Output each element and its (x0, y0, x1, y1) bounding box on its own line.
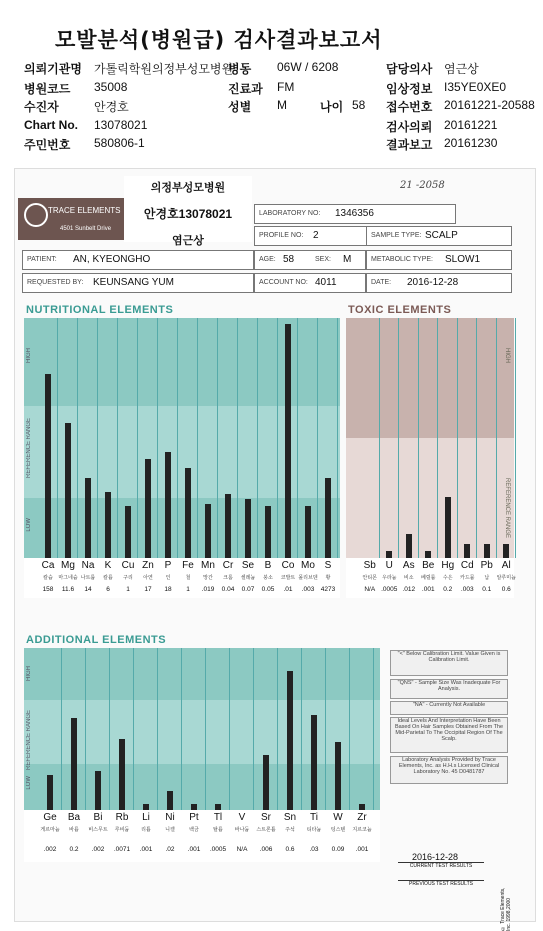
additional-value: .001 (355, 846, 369, 853)
sex-value: M (277, 98, 287, 112)
nutritional-gridline (237, 318, 238, 558)
toxic-bar-u (386, 551, 392, 558)
doctor-value: 염근상 (444, 62, 479, 76)
toxic-symbol: Hg (441, 560, 455, 571)
additional-symbol: Sn (283, 812, 297, 823)
additional-korean-name: 비스무트 (88, 827, 108, 833)
nutritional-gridline (277, 318, 278, 558)
sex-label: 성별 (228, 100, 252, 114)
nutritional-value: 158 (42, 586, 54, 593)
additional-gridline (205, 648, 206, 810)
toxic-labels-row (346, 558, 514, 598)
stamp-line-3: 염근상 (172, 235, 204, 247)
toxic-title: TOXIC ELEMENTS (348, 304, 452, 316)
clinical-label: 임상정보 (386, 82, 433, 96)
toxic-symbol: Pb (480, 560, 493, 571)
additional-value: .03 (309, 846, 319, 853)
additional-gridline (349, 648, 350, 810)
nutritional-symbol: Cr (222, 560, 234, 571)
additional-title: ADDITIONAL ELEMENTS (26, 634, 167, 646)
toxic-korean-name: 안티몬 (362, 575, 377, 581)
metabolic-label: METABOLIC TYPE: (371, 256, 433, 263)
additional-symbol: Rb (115, 812, 129, 823)
nutritional-symbol: S (324, 560, 332, 571)
profile-value: 2 (313, 230, 319, 241)
note-laboratory: Laboratory Analysis Provided by Trace Elements, Inc. as H.H.s Licensed Clinical Laboratory No. 45 D0481787 (390, 756, 508, 784)
additional-korean-name: 티타늄 (306, 827, 322, 833)
nutritional-korean-name: 망간 (203, 575, 213, 581)
additional-korean-name: 게르마늄 (40, 827, 60, 833)
nutritional-symbol: Fe (182, 560, 194, 571)
toxic-symbol: Al (501, 560, 511, 571)
nutritional-korean-name: 철 (185, 575, 191, 581)
nutritional-korean-name: 셀레늄 (240, 575, 256, 581)
nutritional-title: NUTRITIONAL ELEMENTS (26, 304, 174, 316)
patient-value: 안경호 (94, 100, 129, 114)
additional-gridline (229, 648, 230, 810)
additional-symbol: V (238, 812, 246, 823)
toxic-bar-as (406, 534, 412, 558)
nutritional-value: 0.04 (221, 586, 235, 593)
institution-value: 가톨릭학원의정부성모병원 (94, 62, 234, 76)
additional-bar-ni (167, 791, 173, 810)
nutritional-bar-p (165, 452, 171, 558)
patient-stamp-label (124, 176, 252, 247)
nutritional-low-label: LOW (26, 518, 32, 532)
accession-label: 접수번호 (386, 100, 433, 114)
additional-bar-ti (311, 715, 317, 810)
nutritional-korean-name: 나트륨 (80, 575, 96, 581)
additional-gridline (85, 648, 86, 810)
nutritional-bar-mo (305, 506, 311, 558)
additional-korean-name: 백금 (189, 827, 199, 833)
nutritional-bar-mg (65, 423, 71, 558)
toxic-bar-pb (484, 544, 490, 558)
lab-no-value: 1346356 (335, 208, 374, 219)
nutritional-gridline (217, 318, 218, 558)
chart-value: 13078021 (94, 118, 148, 132)
date-value: 2016-12-28 (407, 277, 459, 288)
additional-low-band (24, 764, 380, 810)
toxic-korean-name: 알루미늄 (496, 575, 516, 581)
nutritional-gridline (197, 318, 198, 558)
additional-symbol: Sr (261, 812, 271, 823)
current-date: 2016-12-28 (412, 852, 459, 862)
additional-bar-w (335, 742, 341, 810)
nutritional-labels-row (24, 558, 340, 598)
sample-label: SAMPLE TYPE: (371, 232, 422, 239)
nutritional-symbol: Cu (121, 560, 135, 571)
nutritional-value: 1 (126, 586, 130, 593)
lab-logo-block (18, 198, 128, 240)
nutritional-value: 1 (186, 586, 190, 593)
additional-value: .0071 (113, 846, 131, 853)
additional-gridline (181, 648, 182, 810)
nutritional-value: .019 (201, 586, 215, 593)
additional-gridline (373, 648, 374, 810)
age-label: 나이 (320, 100, 344, 114)
accession-value: 20161221-20588 (444, 98, 535, 112)
nutritional-symbol: Mg (61, 560, 75, 571)
previous-results-label: PREVIOUS TEST RESULTS (398, 880, 484, 887)
toxic-symbol: U (385, 560, 393, 571)
additional-korean-name: 주석 (285, 827, 295, 833)
additional-value: .006 (259, 846, 273, 853)
additional-symbol: Pt (189, 812, 199, 823)
toxic-ref-label: REFERENCE RANGE (504, 478, 510, 539)
additional-symbol: Ti (310, 812, 318, 823)
additional-value: .002 (91, 846, 105, 853)
additional-gridline (133, 648, 134, 810)
toxic-gridline (457, 318, 458, 558)
dept-label: 진료과 (228, 82, 263, 96)
nutritional-symbol: Na (81, 560, 95, 571)
request-label: 검사의뢰 (386, 120, 433, 134)
toxic-gridline (379, 318, 380, 558)
hospcode-label: 병원코드 (24, 82, 71, 96)
lab-name: TRACE ELEMENTS (48, 206, 121, 215)
id-value: 580806-1 (94, 136, 145, 150)
nutritional-high-band (24, 318, 340, 406)
additional-korean-name: 텅스텐 (330, 827, 346, 833)
nutritional-korean-name: 코발트 (280, 575, 296, 581)
additional-gridline (301, 648, 302, 810)
toxic-symbol: Cd (460, 560, 474, 571)
sample-value: SCALP (425, 230, 458, 241)
nutritional-low-band (24, 498, 340, 558)
toxic-gridline (437, 318, 438, 558)
nutritional-value: .01 (283, 586, 293, 593)
toxic-chart (346, 318, 514, 558)
toxic-korean-name: 베릴륨 (421, 575, 436, 581)
nutritional-ref-label: REFERENCE RANGE (26, 418, 32, 479)
report-sex-label: SEX: (315, 256, 331, 263)
additional-korean-name: 리튬 (141, 827, 151, 833)
nutritional-value: 6 (106, 586, 110, 593)
nutritional-gridline (97, 318, 98, 558)
note-na: "NA" - Currently Not Available (390, 701, 508, 715)
nutritional-korean-name: 황 (325, 575, 331, 581)
additional-labels-row (24, 810, 380, 862)
result-label: 결과보고 (386, 138, 433, 152)
toxic-value: 0.1 (482, 586, 492, 593)
nutritional-symbol: K (104, 560, 112, 571)
additional-value: .002 (43, 846, 57, 853)
toxic-bar-al (503, 544, 509, 558)
clinical-value: I35YE0XE0 (444, 80, 507, 94)
age-value: 58 (352, 98, 366, 112)
nutritional-bar-k (105, 492, 111, 558)
date-label: DATE: (371, 279, 392, 286)
nutritional-korean-name: 칼슘 (43, 575, 53, 581)
nutritional-symbol: P (164, 560, 172, 571)
lab-no-label: LABORATORY NO: (259, 210, 321, 217)
metabolic-box (366, 250, 512, 270)
toxic-value: .003 (460, 586, 474, 593)
additional-chart (24, 648, 380, 810)
ward-label: 병동 (228, 62, 252, 76)
account-label: ACCOUNT NO: (259, 279, 308, 286)
nutritional-gridline (77, 318, 78, 558)
toxic-value: .001 (421, 586, 435, 593)
toxic-korean-name: 수은 (442, 575, 453, 581)
additional-symbol: Li (142, 812, 150, 823)
toxic-high-band (346, 318, 514, 438)
hospcode-value: 35008 (94, 80, 128, 94)
nutritional-value: 4273 (320, 586, 336, 593)
nutritional-korean-name: 칼륨 (103, 575, 113, 581)
toxic-value: .0005 (381, 586, 398, 593)
additional-value: 0.09 (331, 846, 345, 853)
nutritional-bar-b (265, 506, 271, 558)
toxic-value: 0.6 (501, 586, 511, 593)
nutritional-gridline (337, 318, 338, 558)
additional-bar-ge (47, 775, 53, 810)
nutritional-high-label: HIGH (26, 348, 32, 363)
additional-ref-label: REFERENCE RANGE (26, 710, 32, 771)
toxic-gridline (418, 318, 419, 558)
note-interpretation: Ideal Levels And Interpretation Have Been Based On Hair Samples Obtained From The Mid-Parietal To The Occipital Region Of The Scalp. (390, 717, 508, 753)
nutritional-symbol: Se (241, 560, 255, 571)
toxic-korean-name: 비소 (403, 575, 414, 581)
additional-gridline (277, 648, 278, 810)
nutritional-bar-se (245, 499, 251, 558)
nutritional-value: 17 (144, 586, 152, 593)
toxic-high-label: HIGH (504, 348, 510, 363)
nutritional-bar-mn (205, 504, 211, 558)
metabolic-value: SLOW1 (445, 254, 481, 265)
nutritional-value: 11.6 (61, 586, 75, 593)
nutritional-value: 0.07 (241, 586, 255, 593)
nutritional-korean-name: 마그네슘 (58, 575, 78, 581)
nutritional-korean-name: 인 (165, 575, 171, 581)
nutritional-value: 18 (164, 586, 172, 593)
doctor-label: 담당의사 (386, 62, 433, 76)
toxic-bar-be (425, 551, 431, 558)
additional-value: 0.2 (69, 846, 79, 853)
nutritional-korean-name: 크롬 (223, 575, 233, 581)
nutritional-symbol: Mn (201, 560, 215, 571)
nutritional-bar-na (85, 478, 91, 558)
toxic-gridline (515, 318, 516, 558)
report-age-label: AGE: (259, 256, 276, 263)
additional-bar-sr (263, 755, 269, 810)
additional-gridline (253, 648, 254, 810)
chart-label: Chart No. (24, 118, 78, 132)
nutritional-symbol: Mo (301, 560, 315, 571)
additional-korean-name: 바나듐 (234, 827, 250, 833)
toxic-symbol: Sb (363, 560, 376, 571)
nutritional-gridline (297, 318, 298, 558)
additional-korean-name: 지르코늄 (352, 827, 372, 833)
account-box (254, 273, 366, 293)
result-value: 20161230 (444, 136, 498, 150)
nutritional-gridline (57, 318, 58, 558)
additional-gridline (61, 648, 62, 810)
nutritional-bar-ca (45, 374, 51, 558)
globe-icon (24, 203, 48, 227)
requested-value: KEUNSANG YUM (93, 277, 174, 288)
toxic-gridline (398, 318, 399, 558)
requested-by-box (22, 273, 254, 293)
id-label: 주민번호 (24, 138, 71, 152)
nutritional-symbol: B (264, 560, 272, 571)
additional-bar-bi (95, 771, 101, 811)
additional-gridline (109, 648, 110, 810)
patient-label: 수진자 (24, 100, 59, 114)
patient-box (22, 250, 254, 270)
nutritional-bar-s (325, 478, 331, 558)
sample-type-box (366, 226, 512, 246)
nutritional-gridline (257, 318, 258, 558)
stamp-line-1: 의정부성모병원 (150, 182, 226, 194)
report-patient-value: AN, KYEONGHO (73, 254, 151, 265)
nutritional-gridline (137, 318, 138, 558)
institution-label: 의뢰기관명 (24, 62, 82, 76)
toxic-korean-name: 우라늄 (382, 575, 397, 581)
nutritional-korean-name: 아연 (143, 575, 153, 581)
additional-value: .02 (165, 846, 175, 853)
toxic-bar-hg (445, 497, 451, 558)
additional-symbol: W (333, 812, 343, 823)
profile-box (254, 226, 368, 246)
toxic-value: N/A (364, 586, 376, 593)
additional-symbol: Ge (43, 812, 57, 823)
additional-symbol: Ni (165, 812, 175, 823)
toxic-gridline (476, 318, 477, 558)
additional-korean-name: 니켈 (165, 827, 175, 833)
note-calibration: "<" Below Calibration Limit. Value Given is Calibration Limit. (390, 650, 508, 676)
account-value: 4011 (315, 277, 337, 288)
nutritional-korean-name: 구리 (123, 575, 133, 581)
toxic-korean-name: 납 (484, 575, 490, 581)
additional-symbol: Bi (93, 812, 103, 823)
nutritional-bar-cr (225, 494, 231, 558)
toxic-symbol: As (402, 560, 415, 571)
nutritional-korean-name: 몰리브덴 (298, 575, 318, 581)
lab-address: 4501 Sunbelt Drive (60, 226, 112, 232)
requested-label: REQUESTED BY: (27, 279, 84, 286)
request-value: 20161221 (444, 118, 498, 132)
toxic-value: 0.2 (443, 586, 453, 593)
nutritional-symbol: Ca (41, 560, 55, 571)
nutritional-bar-co (285, 324, 291, 558)
date-box (366, 273, 512, 293)
additional-gridline (325, 648, 326, 810)
report-sex-value: M (343, 254, 352, 265)
copyright: © Trace Elements, Inc. 1998,2000 (500, 887, 512, 931)
additional-bar-sn (287, 671, 293, 810)
nutritional-bar-cu (125, 506, 131, 558)
lab-no-box (254, 204, 456, 224)
additional-bar-rb (119, 739, 125, 810)
nutritional-gridline (177, 318, 178, 558)
additional-korean-name: 바륨 (69, 827, 79, 833)
handwritten-note: 21 -2058 (400, 180, 445, 191)
toxic-value: .012 (402, 586, 416, 593)
additional-gridline (157, 648, 158, 810)
additional-bar-ba (71, 718, 77, 810)
additional-symbol: Zr (357, 812, 367, 823)
nutritional-gridline (317, 318, 318, 558)
additional-high-band (24, 648, 380, 700)
additional-korean-name: 스트론튬 (256, 827, 276, 833)
nutritional-symbol: Co (281, 560, 295, 571)
additional-korean-name: 루비듐 (114, 827, 130, 833)
nutritional-gridline (117, 318, 118, 558)
nutritional-value: 14 (84, 586, 92, 593)
toxic-gridline (496, 318, 497, 558)
additional-value: .001 (139, 846, 153, 853)
nutritional-chart (24, 318, 340, 558)
nutritional-bar-zn (145, 459, 151, 558)
additional-value: .001 (187, 846, 201, 853)
nutritional-gridline (157, 318, 158, 558)
current-results-label: CURRENT TEST RESULTS (398, 862, 484, 869)
nutritional-korean-name: 붕소 (263, 575, 273, 581)
note-qns: "QNS" - Sample Size Was Inadequate For Analysis. (390, 679, 508, 699)
additional-high-label: HIGH (26, 666, 32, 681)
report-patient-label: PATIENT: (27, 256, 57, 263)
age-sex-box (254, 250, 366, 270)
toxic-korean-name: 카드뮴 (460, 575, 475, 581)
additional-value: N/A (236, 846, 248, 853)
report-age-value: 58 (283, 254, 295, 265)
dept-value: FM (277, 80, 295, 94)
nutritional-value: .003 (301, 586, 315, 593)
additional-symbol: Ba (67, 812, 81, 823)
document-title: 모발분석(병원급) 검사결과보고서 (55, 28, 383, 52)
nutritional-bar-fe (185, 468, 191, 558)
additional-value: 0.6 (285, 846, 295, 853)
additional-symbol: Tl (213, 812, 223, 823)
additional-korean-name: 탈륨 (213, 827, 223, 833)
additional-value: .0005 (209, 846, 227, 853)
nutritional-value: 0.05 (261, 586, 275, 593)
additional-low-label: LOW (26, 776, 32, 790)
nutritional-symbol: Zn (142, 560, 154, 571)
toxic-bar-cd (464, 544, 470, 558)
toxic-symbol: Be (422, 560, 435, 571)
ward-value: 06W / 6208 (277, 60, 339, 74)
stamp-line-2: 안경호13078021 (143, 207, 233, 221)
profile-label: PROFILE NO: (259, 232, 304, 239)
